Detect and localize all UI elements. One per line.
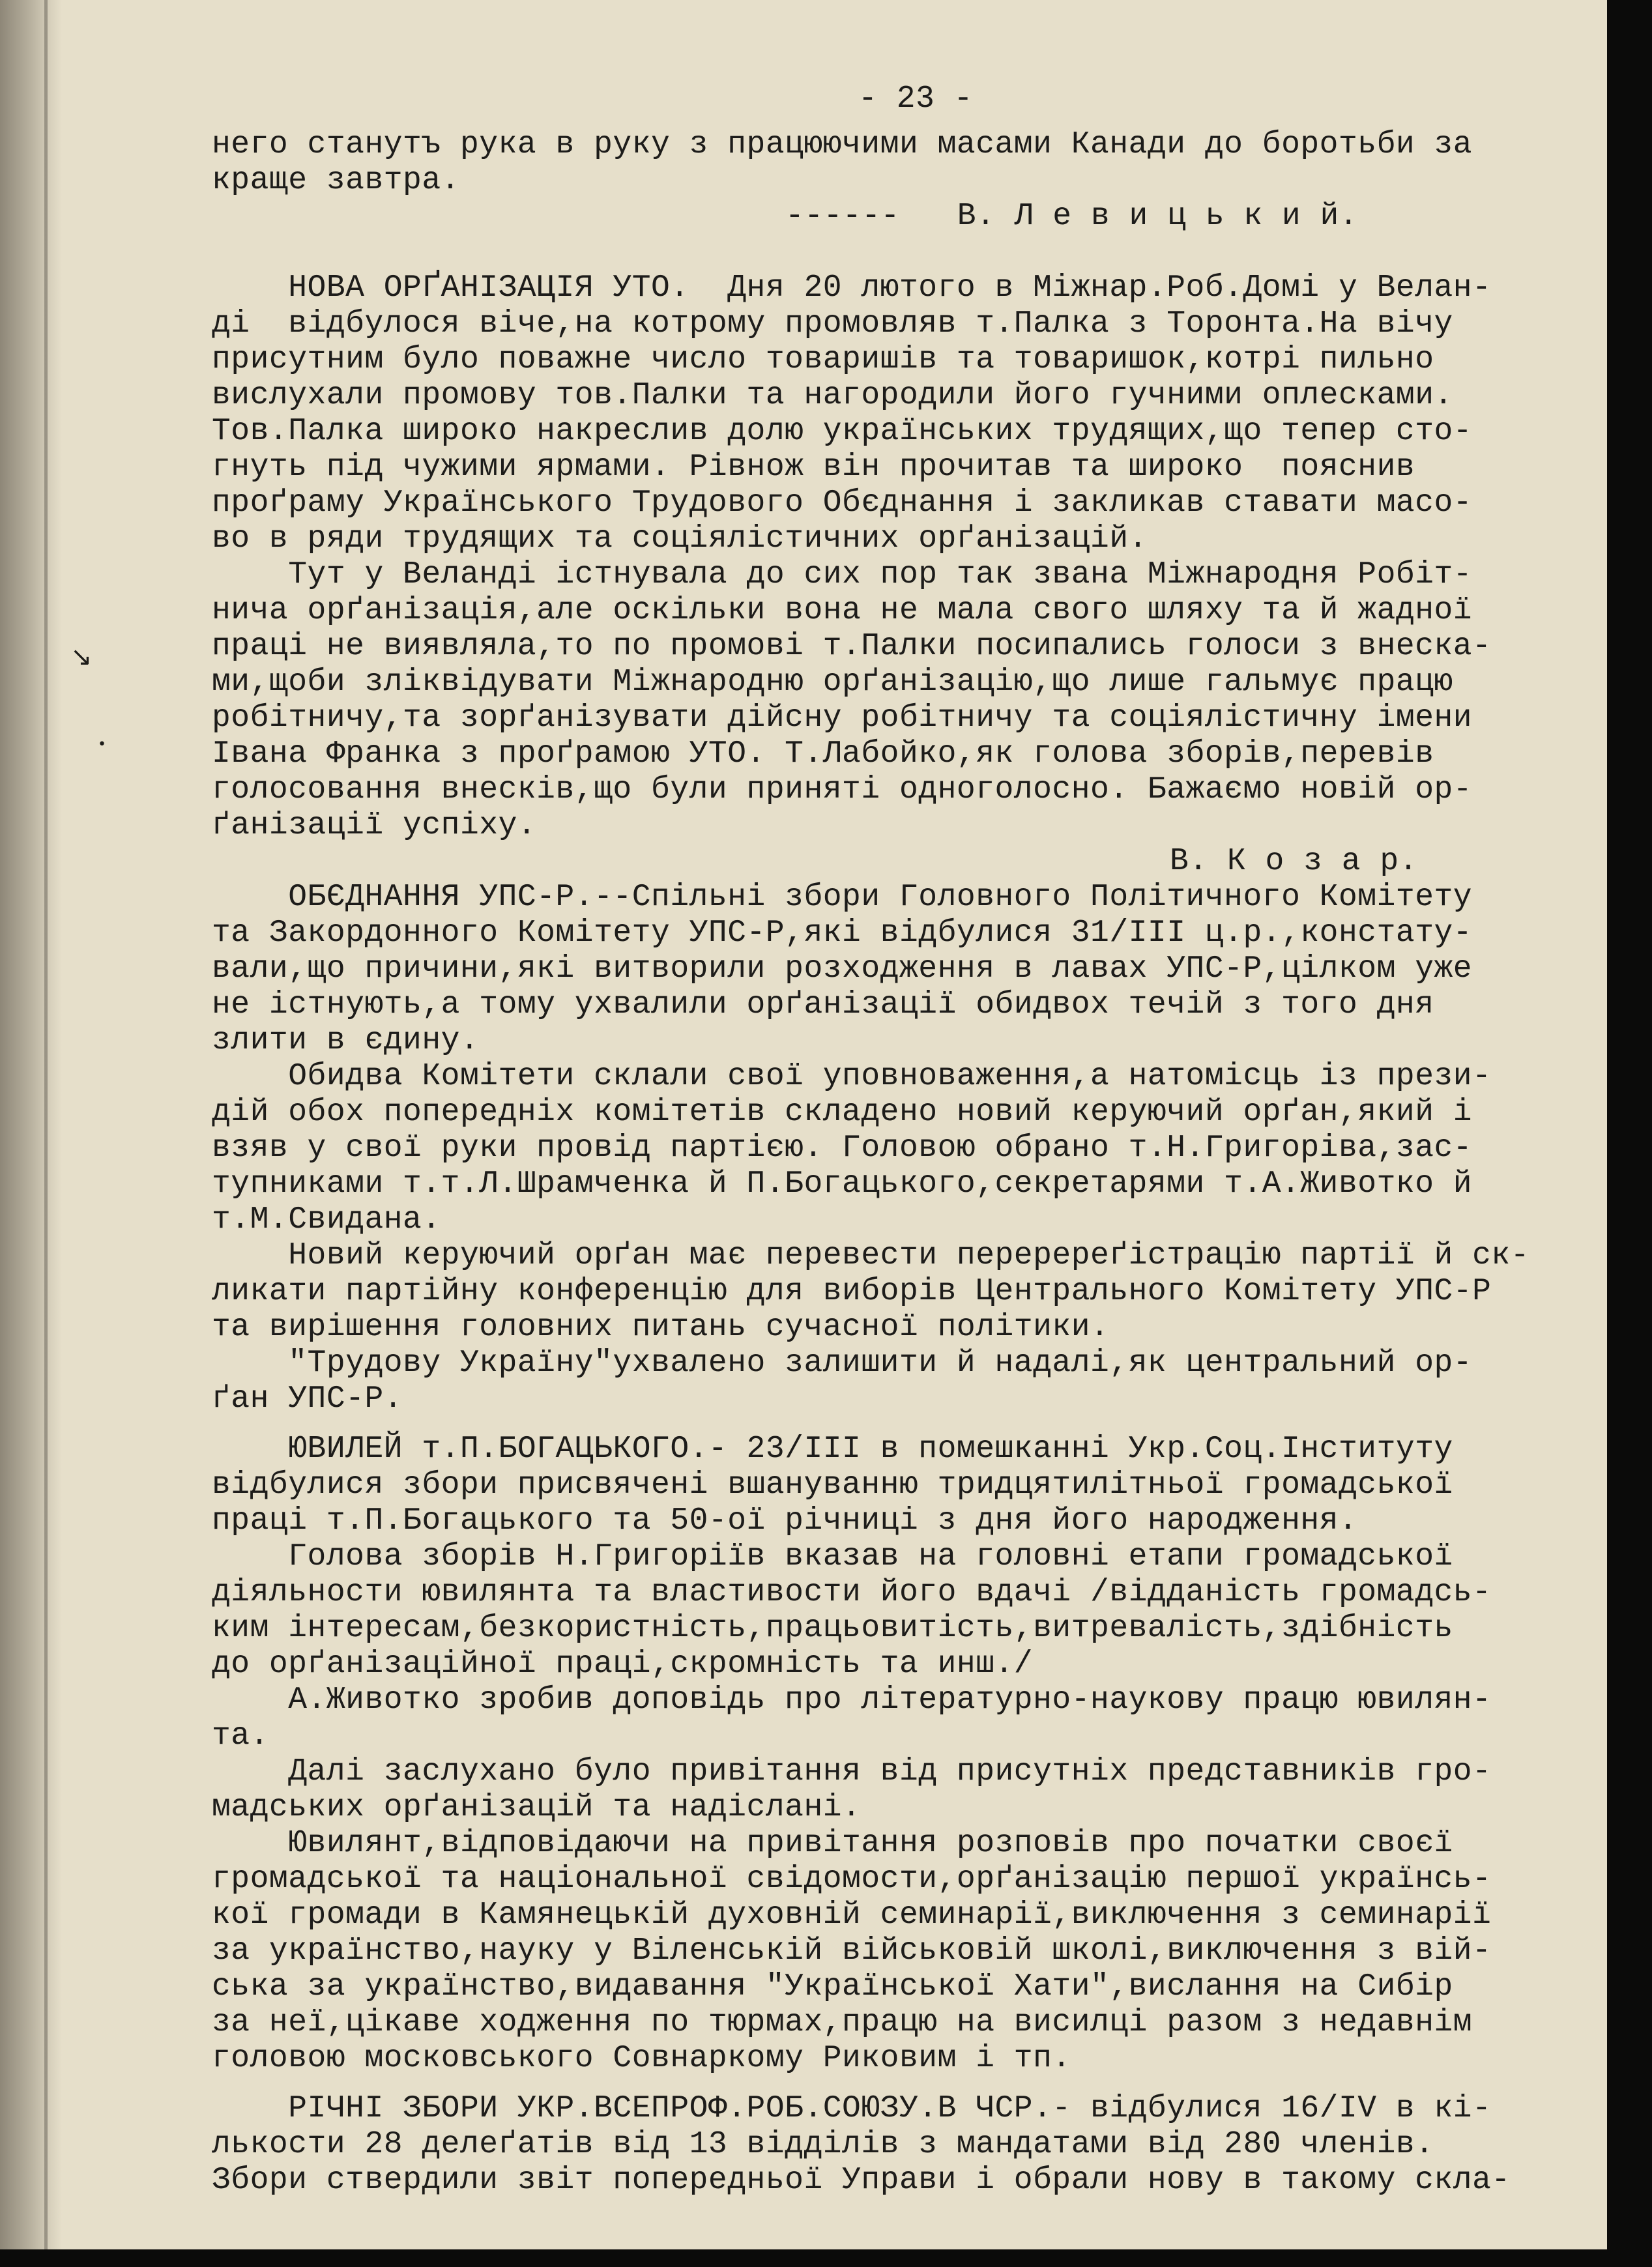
text-line: во в ряди трудящих та соціялістичних орґанізацій. — [212, 521, 1148, 556]
text-line: т.М.Свидана. — [212, 1202, 441, 1237]
text-line: не істнують,а тому ухвалили орґанізації обидвох течій з того дня — [212, 987, 1434, 1022]
text-line: гнуть під чужими ярмами. Рівнож він прочитав та широко пояснив — [212, 450, 1415, 485]
binding-edge — [44, 0, 48, 2249]
text-line: до орґанізаційної праці,скромність та инш./ — [212, 1647, 1034, 1682]
text-line: проґраму Українського Трудового Обєднання і закликав ставати масо- — [212, 485, 1473, 521]
text-line: Тут у Веланді істнувала до сих пор так звана Міжнародня Робіт- — [212, 557, 1473, 592]
text-line: НОВА ОРҐАНІЗАЦІЯ УТО. Дня 20 лютого в Міжнар.Роб.Домі у Велан- — [212, 270, 1492, 306]
text-line: діяльности ювилянта та властивости його вдачі /відданість громадсь- — [212, 1575, 1492, 1610]
text-line: кої громади в Камянецькій духовній семинарії,виключення з семинарії — [212, 1898, 1492, 1933]
binding-spine — [0, 0, 62, 2249]
paragraph-gap-small — [212, 2077, 1541, 2091]
paragraph-gap — [212, 235, 1541, 270]
text-line: ґан УПС-Р. — [212, 1381, 403, 1417]
margin-arrow-mark: ↘ — [70, 642, 93, 672]
text-line: краще завтра. — [212, 163, 460, 198]
text-line: "Трудову Україну"ухвалено залишити й надалі,як центральний ор- — [212, 1346, 1473, 1381]
text-line: праці т.П.Богацького та 50-ої річниці з дня його народження. — [212, 1503, 1358, 1538]
text-line: А.Животко зробив доповідь про літературно-наукову працю ювилян- — [212, 1682, 1492, 1718]
text-line: дій обох попередніх комітетів складено новий керуючий орґан,який і — [212, 1095, 1473, 1130]
text-line: Далі заслухано було привітання від присутніх представників гро- — [212, 1754, 1492, 1789]
text-line: него станутъ рука в руку з працюючими масами Канади до боротьби за — [212, 127, 1473, 162]
text-line: Тов.Палка широко накреслив долю українських трудящих,що тепер сто- — [212, 414, 1473, 449]
text-line: тупниками т.т.Л.Шрамченка й П.Богацького,секретарями т.А.Животко й — [212, 1166, 1473, 1202]
text-line: присутним було поважне число товаришів та товаришок,котрі пильно — [212, 342, 1434, 377]
text-line: взяв у свої руки провід партією. Головою обрано т.Н.Григоріва,зас- — [212, 1131, 1473, 1166]
signature: ------ В. Л е в и ц ь к и й. — [785, 199, 1359, 234]
text-line: праці не виявляла,то по промові т.Палки посипались голоси з внеска- — [212, 629, 1492, 664]
text-line: злити в єдину. — [212, 1023, 480, 1058]
text-line: голосовання внесків,що були приняті одноголосно. Бажаємо новій ор- — [212, 772, 1473, 807]
text-line: лькости 28 делеґатів від 13 відділів з мандатами від 280 членів. — [212, 2127, 1434, 2162]
text-line: робітничу,та зорґанізувати дійсну робітничу та соціялістичну імени — [212, 700, 1473, 736]
text-line: відбулися збори присвячені вшануванню тридцятилітньої громадської — [212, 1467, 1453, 1503]
text-line: Новий керуючий орґан має перевести переререґістрацію партії й ск- — [212, 1238, 1530, 1273]
text-line: та. — [212, 1718, 269, 1754]
text-line: ська за українство,видавання "Української Хати",вислання на Сибір — [212, 1969, 1453, 2004]
text-line: вали,що причини,які витворили розходження в лавах УПС-Р,цілком уже — [212, 951, 1473, 987]
text-line: та вирішення головних питань сучасної політики. — [212, 1310, 1110, 1345]
text-line: ЮВИЛЕЙ т.П.БОГАЦЬКОГО.- 23/III в помешканні Укр.Соц.Інституту — [212, 1432, 1453, 1467]
text-line: ликати партійну конференцію для виборів Центрального Комітету УПС-Р — [212, 1274, 1492, 1309]
text-line: ми,щоби зліквідувати Міжнародню орґанізацію,що лише гальмує працю — [212, 665, 1453, 700]
text-line: Ювилянт,відповідаючи на привітання розповів про початки своєї — [212, 1826, 1453, 1861]
text-line: ким інтересам,безкористність,працьовитість,витревалість,здібність — [212, 1611, 1453, 1646]
signature: В. К о з а р. — [1170, 844, 1418, 879]
text-line: Обидва Комітети склали свої уповноваження,а натомісць із прези- — [212, 1059, 1492, 1094]
text-line: РІЧНІ ЗБОРИ УКР.ВСЕПРОФ.РОБ.СОЮЗУ.В ЧСР.- відбулися 16/IV в кі- — [212, 2091, 1492, 2126]
text-line: Голова зборів Н.Григоріїв вказав на головні етапи громадської — [212, 1539, 1453, 1574]
paragraph-gap-small — [212, 1417, 1541, 1432]
page-number: - 23 - — [858, 81, 973, 117]
text-line: ОБЄДНАННЯ УПС-Р.--Спільні збори Головного Політичного Комітету — [212, 880, 1473, 915]
text-line: мадських орґанізацій та надіслані. — [212, 1790, 862, 1825]
text-line: громадської та національної свідомости,орґанізацію першої українсь- — [212, 1862, 1492, 1897]
text-line: ґанізації успіху. — [212, 808, 537, 843]
text-line: вислухали промову тов.Палки та нагородили його гучними оплесками. — [212, 378, 1453, 413]
text-line: нича орґанізація,але оскільки вона не мала свого шляху та й жадної — [212, 593, 1473, 628]
text-line: Збори ствердили звіт попередньої Управи і обрали нову в такому скла- — [212, 2163, 1511, 2198]
text-line: за неї,цікаве ходження по тюрмах,працю на висилці разом з недавнім — [212, 2005, 1473, 2040]
text-line: Івана Франка з проґрамою УТО. Т.Лабойко,як голова зборів,перевів — [212, 736, 1434, 772]
text-line: головою московського Совнаркому Риковим і тп. — [212, 2041, 1071, 2076]
margin-dot-mark: • — [98, 736, 106, 753]
text-line: за українство,науку у Віленській військовій школі,виключення з вій- — [212, 1933, 1492, 1969]
text-line: ді відбулося віче,на котрому промовляв т.Палка з Торонта.На вічу — [212, 306, 1453, 341]
text-line: та Закордонного Комітету УПС-Р,які відбулися 31/III ц.р.,констату- — [212, 916, 1473, 951]
text-blocks — [212, 127, 1541, 2199]
typed-text-body — [212, 81, 1541, 2199]
